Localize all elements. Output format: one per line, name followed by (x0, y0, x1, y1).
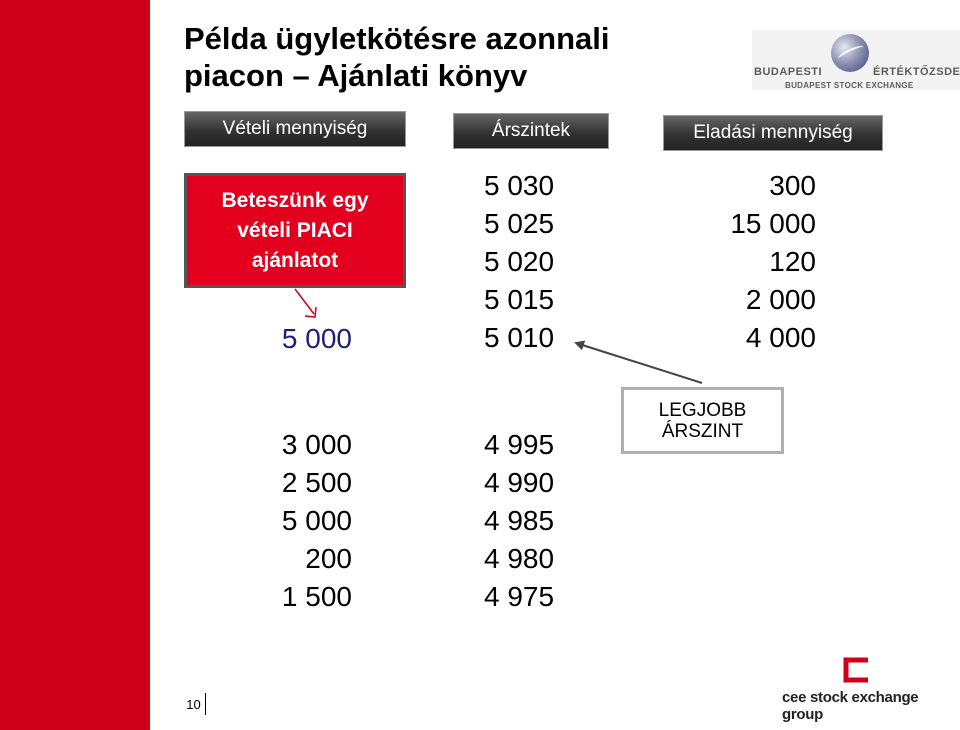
buy-quantity: 3 000 (281, 429, 352, 460)
title-line-1: Példa ügyletkötésre azonnali (184, 21, 610, 56)
buy-quantity: 5 000 (281, 505, 352, 536)
logo-text-left: BUDAPESTI (754, 66, 823, 78)
cee-brand-text: cee stock exchange group (782, 689, 919, 723)
page-title (184, 20, 610, 94)
globe-icon (831, 34, 869, 72)
buy-price-levels (484, 426, 554, 616)
price-level: 5 020 (484, 246, 555, 277)
buy-quantity-header: Vételi mennyiség (184, 111, 406, 147)
logo-text-right: ÉRTÉKTŐZSDE (873, 66, 960, 78)
sell-quantity: 4 000 (745, 322, 816, 353)
market-order-line-1: Beteszünk egy (221, 188, 369, 212)
buy-quantity: 2 500 (281, 467, 352, 498)
market-order-box (184, 173, 406, 288)
market-order-line-3: ajánlatot (251, 248, 339, 272)
page-number: 10 (182, 693, 206, 715)
price-level: 4 985 (484, 505, 555, 536)
cee-logo-mark-icon (842, 656, 870, 684)
sell-quantity-header: Eladási mennyiség (663, 115, 883, 151)
price-level: 5 025 (484, 208, 555, 239)
market-order-line-2: vételi PIACI (237, 218, 353, 242)
best-price-line-1: LEGJOBB (658, 399, 747, 421)
market-buy-quantity-column (190, 320, 352, 358)
sell-price-levels (484, 167, 554, 357)
sell-quantity: 15 000 (730, 208, 816, 239)
title-line-2: piacon – Ajánlati könyv (184, 58, 528, 93)
buy-quantities (190, 426, 352, 616)
price-level: 4 980 (484, 543, 555, 574)
price-level: 5 030 (484, 170, 555, 201)
buy-quantity: 200 (305, 543, 352, 574)
sell-quantities (640, 167, 816, 357)
red-sidebar (0, 0, 150, 730)
best-price-level: 5 010 (484, 322, 555, 353)
market-order-arrow (295, 289, 316, 317)
price-level: 4 990 (484, 467, 555, 498)
sell-quantity: 2 000 (745, 284, 816, 315)
price-level: 4 975 (484, 581, 555, 612)
best-price-line-2: ÁRSZINT (661, 420, 744, 442)
market-buy-quantity: 5 000 (281, 323, 352, 354)
sell-quantity: 120 (769, 246, 816, 277)
sell-quantity: 300 (769, 170, 816, 201)
price-level: 5 015 (484, 284, 555, 315)
best-price-callout (621, 387, 784, 454)
buy-quantity: 1 500 (281, 581, 352, 612)
budapest-stock-exchange-logo (752, 30, 960, 90)
price-level: 4 995 (484, 429, 555, 460)
logo-subtitle: BUDAPEST STOCK EXCHANGE (785, 81, 914, 90)
price-levels-header: Árszintek (453, 113, 609, 149)
